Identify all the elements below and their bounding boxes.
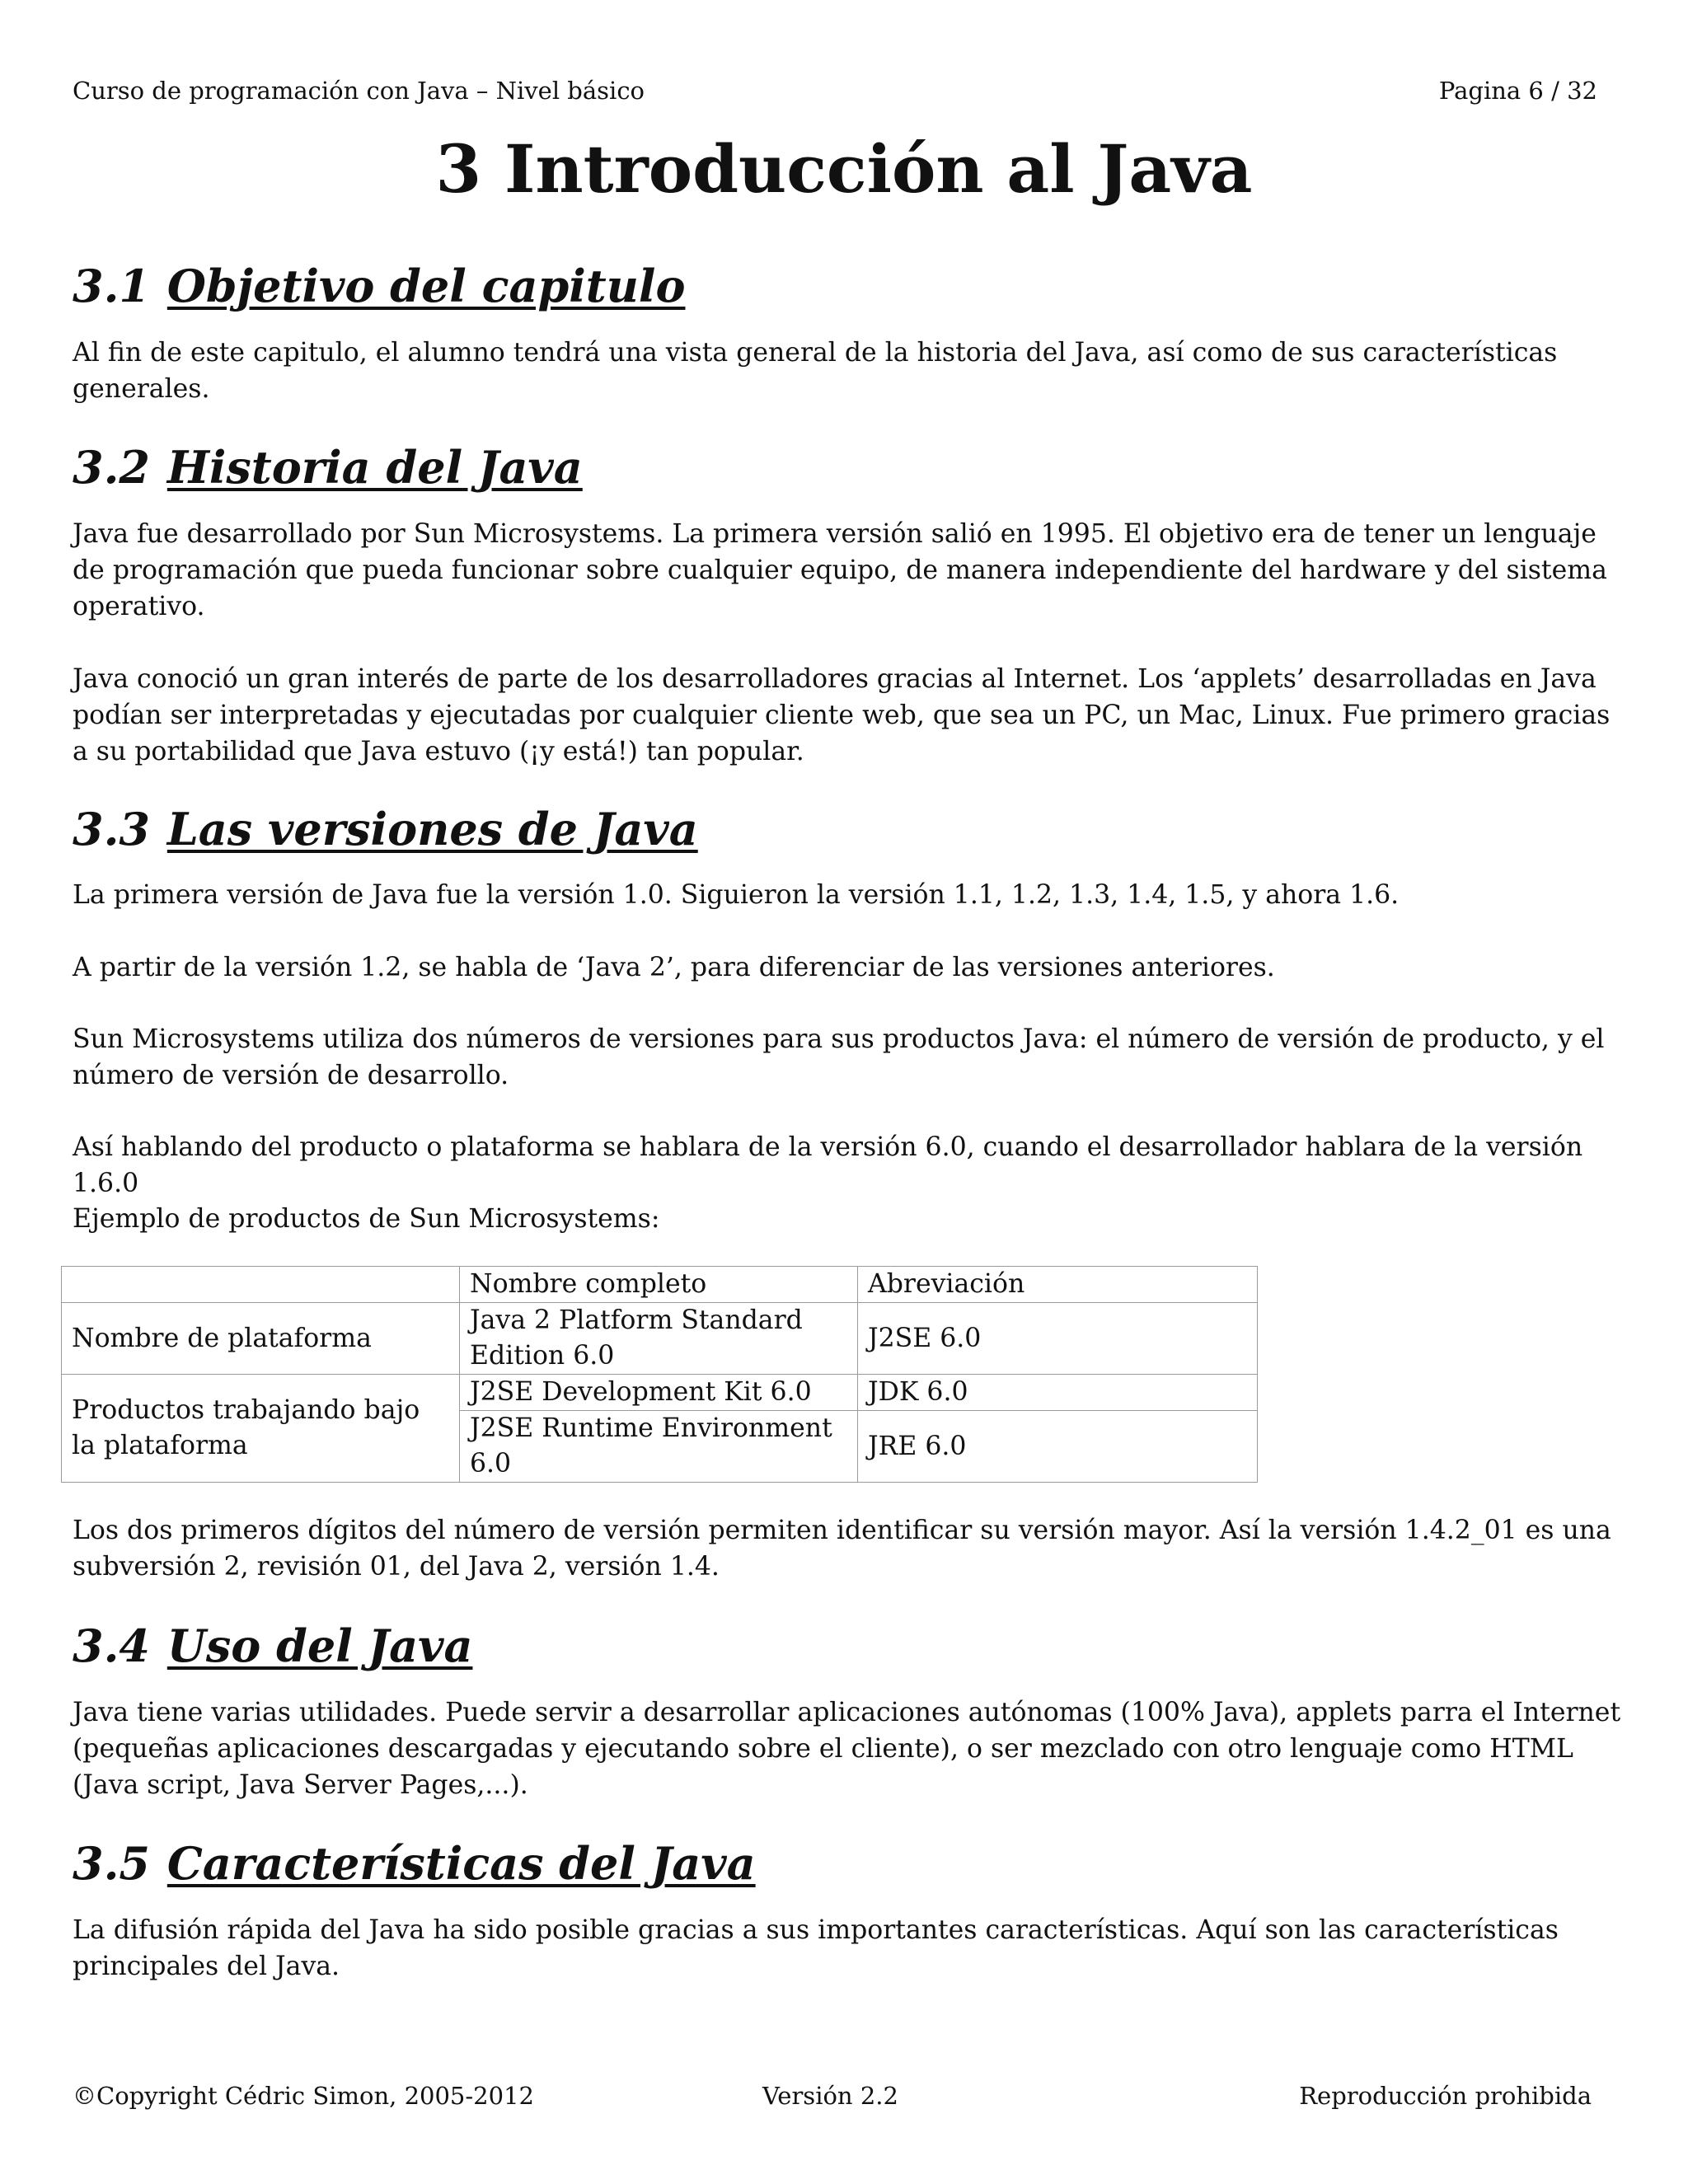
table-cell: J2SE Runtime Environment 6.0 (460, 1411, 858, 1483)
paragraph: Ejemplo de productos de Sun Microsystems: (73, 1204, 660, 1234)
paragraph: Sun Microsystems utiliza dos números de versiones para sus productos Java: el número de versión de producto, y el número de versión de desarrollo. (73, 1024, 1605, 1090)
table-cell: JRE 6.0 (858, 1411, 1258, 1483)
section-title: Uso del Java (166, 1619, 473, 1672)
table-row-label: Nombre de plataforma (62, 1303, 460, 1375)
table-header-cell (62, 1267, 460, 1303)
section-heading-3-1 (73, 257, 685, 315)
table-header-row (62, 1267, 1258, 1303)
table-row (62, 1303, 1258, 1375)
header-page-number: Pagina 6 / 32 (1438, 77, 1597, 105)
table-row-label: Productos trabajando bajo la plataforma (62, 1375, 460, 1483)
header-course-title: Curso de programación con Java – Nivel básico (73, 77, 645, 105)
product-version-table (61, 1266, 1258, 1483)
table-header-cell: Nombre completo (460, 1267, 858, 1303)
paragraph: Java fue desarrollado por Sun Microsystems. La primera versión salió en 1995. El objetivo era de tener un lenguaje de programación que pueda funcionar sobre cualquier equipo, de manera independiente del hardware y del sistema operativo. (73, 519, 1607, 621)
section-number: 3.4 (73, 1619, 150, 1672)
paragraph: Los dos primeros dígitos del número de versión permiten identificar su versión mayor. Así la versión 1.4.2_01 es una subversión 2, revisión 01, del Java 2, versión 1.4. (73, 1516, 1611, 1582)
section-title: Historia del Java (166, 441, 583, 494)
paragraph: Java conoció un gran interés de parte de los desarrolladores gracias al Internet. Los ‘applets’ desarrolladas en Java podían ser interpretadas y ejecutadas por cualquier cliente web, que sea un PC, un Mac, Linux. Fue primero gracias a su portabilidad que Java estuvo (¡y está!) tan popular. (73, 664, 1611, 766)
table-cell: JDK 6.0 (858, 1375, 1258, 1411)
section-heading-3-5 (73, 1835, 756, 1892)
section-title: Características del Java (166, 1837, 756, 1890)
chapter-title (0, 124, 1688, 214)
table-header-cell: Abreviación (858, 1267, 1258, 1303)
section-number: 3.3 (73, 803, 150, 855)
paragraph: La difusión rápida del Java ha sido posible gracias a sus importantes características. Aquí son las características principales del Java. (73, 1915, 1559, 1981)
section-title: Objetivo del capitulo (166, 260, 686, 312)
section-heading-3-4 (73, 1617, 472, 1675)
section-heading-3-2 (73, 438, 583, 496)
table-cell: J2SE Development Kit 6.0 (460, 1375, 858, 1411)
chapter-title-text: Introducción al Java (504, 130, 1253, 208)
section-number: 3.5 (73, 1837, 150, 1890)
section-title: Las versiones de Java (166, 803, 698, 855)
section-number: 3.1 (73, 260, 150, 312)
section-number: 3.2 (73, 441, 150, 494)
paragraph: A partir de la versión 1.2, se habla de ‘Java 2’, para diferenciar de las versiones anteriores. (73, 953, 1275, 982)
table-cell: J2SE 6.0 (858, 1303, 1258, 1375)
section-heading-3-3 (73, 800, 698, 858)
paragraph: Al fin de este capitulo, el alumno tendrá una vista general de la historia del Java, así como de sus características generales. (73, 338, 1558, 404)
footer-version: Versión 2.2 (762, 2082, 898, 2110)
paragraph: Así hablando del producto o plataforma se hablara de la versión 6.0, cuando el desarrollador hablara de la versión 1.6.0 (73, 1132, 1583, 1198)
table-row (62, 1375, 1258, 1411)
paragraph: La primera versión de Java fue la versión 1.0. Siguieron la versión 1.1, 1.2, 1.3, 1.4, 1.5, y ahora 1.6. (73, 880, 1400, 910)
footer-copyright: ©Copyright Cédric Simon, 2005-2012 (73, 2082, 534, 2110)
paragraph: Java tiene varias utilidades. Puede servir a desarrollar aplicaciones autónomas (100% Java), applets parra el Internet (pequeñas aplicaciones descargadas y ejecutando sobre el cliente), o ser mezclado con otro lenguaje como HTML (Java script, Java Server Pages,...). (73, 1698, 1621, 1800)
chapter-number: 3 (435, 130, 482, 208)
footer-notice: Reproducción prohibida (1299, 2082, 1592, 2110)
table-cell: Java 2 Platform Standard Edition 6.0 (460, 1303, 858, 1375)
